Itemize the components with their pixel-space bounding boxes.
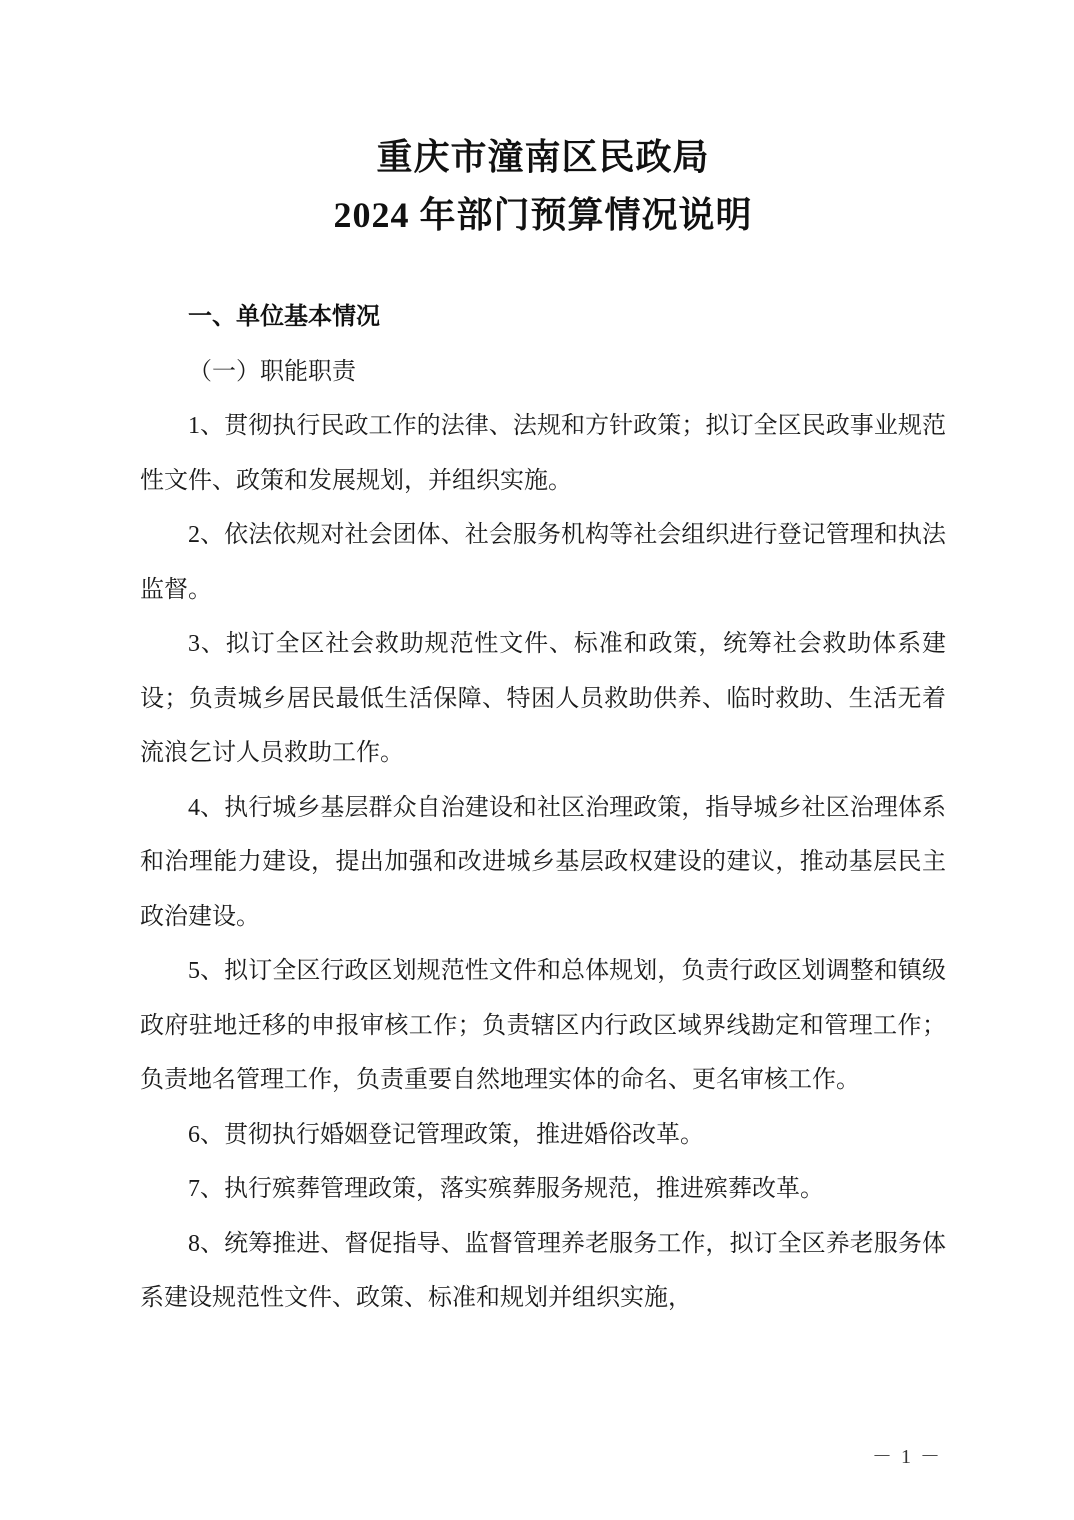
- subsection-heading: （一）职能职责: [188, 358, 356, 385]
- document-title-line1: 重庆市潼南区民政局: [376, 137, 710, 177]
- document-title-line2: 2024 年部门预算情况说明: [333, 195, 753, 235]
- section-heading: 一、单位基本情况: [188, 303, 380, 330]
- document-body: [140, 290, 946, 1326]
- document-content: [140, 128, 946, 1326]
- page-number: － 1 －: [872, 1446, 942, 1468]
- body-paragraph-3: 3、拟订全区社会救助规范性文件、标准和政策，统筹社会救助体系建设；负责城乡居民最低生活保障、特困人员救助供养、临时救助、生活无着流浪乞讨人员救助工作。: [140, 631, 946, 766]
- body-paragraph-4: 4、执行城乡基层群众自治建设和社区治理政策，指导城乡社区治理体系和治理能力建设，提出加强和改进城乡基层政权建设的建议，推动基层民主政治建设。: [140, 794, 946, 930]
- body-paragraph-8: 8、统筹推进、督促指导、监督管理养老服务工作，拟订全区养老服务体系建设规范性文件、政策、标准和规划并组织实施，: [140, 1230, 946, 1311]
- body-paragraph-2: 2、依法依规对社会团体、社会服务机构等社会组织进行登记管理和执法监督。: [140, 522, 946, 603]
- body-paragraph-7: 7、执行殡葬管理政策，落实殡葬服务规范，推进殡葬改革。: [188, 1176, 824, 1202]
- body-paragraph-6: 6、贯彻执行婚姻登记管理政策，推进婚俗改革。: [188, 1121, 704, 1148]
- body-paragraph-5: 5、拟订全区行政区划规范性文件和总体规划，负责行政区划调整和镇级政府驻地迁移的申报审核工作；负责辖区内行政区域界线勘定和管理工作；负责地名管理工作，负责重要自然地理实体的命名、更名审核工作。: [140, 958, 946, 1093]
- document-title: [140, 128, 946, 244]
- body-paragraph-1: 1、贯彻执行民政工作的法律、法规和方针政策；拟订全区民政事业规范性文件、政策和发展规划，并组织实施。: [140, 413, 946, 494]
